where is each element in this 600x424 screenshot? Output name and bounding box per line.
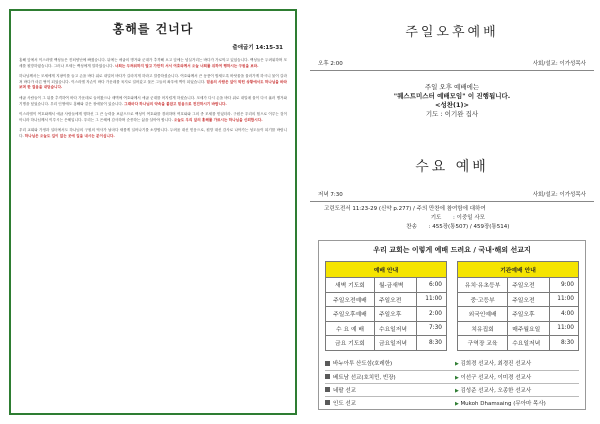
- wednesday-time: 저녁 7:30: [318, 192, 343, 198]
- sermon-highlight: 그때마다 하나님의 약속을 붙잡고 믿음으로 전진하시기 바랍니다.: [124, 101, 227, 106]
- sunday-pm-body: [310, 83, 594, 119]
- sunday-pm-time: 오후 2:00: [318, 61, 343, 67]
- wednesday-leader: 사회/설교: 이가성목사: [532, 192, 586, 198]
- right-column: [310, 0, 594, 424]
- cell-time: 7:30: [417, 321, 447, 336]
- table-row: [458, 307, 579, 322]
- missionary-row: [325, 396, 579, 409]
- cell-name: 구역장 교육: [458, 336, 508, 351]
- sunday-pm-line3: <성찬(1)>: [435, 101, 469, 109]
- cell-time: 11:00: [549, 292, 578, 307]
- missionary-region: 베트남 선교(호치민, 빈장): [333, 374, 396, 381]
- sermon-paragraph: [19, 58, 287, 69]
- worship-table: [325, 261, 447, 351]
- cell-time: 6:00: [417, 278, 447, 293]
- missionary-names: Mukoh Dhamsaing (무아마 목사): [460, 400, 546, 407]
- mission-heading: 우리 교회는 이렇게 예배 드려요 / 국내·해외 선교지: [373, 246, 531, 254]
- cell-day: 주일오전: [508, 278, 550, 293]
- missionary-names-cell: [455, 386, 579, 394]
- cell-name: 주일오전예배: [326, 292, 375, 307]
- sermon-paragraph: [19, 128, 287, 139]
- wednesday-scripture: 고린도전서 11:23-29 (신약 p.277) / 주의 만찬에 참여함에 대하여: [324, 206, 486, 212]
- hymn-label: 찬송: [406, 224, 417, 230]
- table-row: [326, 292, 447, 307]
- sermon-highlight: 오늘도 우리 앞의 홍해를 가르시는 하나님을 신뢰합시다.: [173, 117, 263, 122]
- sermon-paragraph: [19, 96, 287, 107]
- cell-time: 8:30: [417, 336, 447, 351]
- sermon-body: [19, 58, 287, 140]
- table-row: [326, 321, 447, 336]
- sermon-paragraph: [19, 112, 287, 123]
- missionary-list: [325, 357, 579, 409]
- triangle-bullet-icon: ▶: [455, 361, 461, 367]
- square-bullet-icon: [325, 400, 330, 405]
- sermon-text: 애굽 사람들이 그 뒤를 추격하여 바다 가운데로 들어왔으나 새벽에 여호와께서 애굽 군대를 어지럽게 하셨습니다. 모세가 다시 손을 바다 위로 내밀매 물이 다시 흘러 병거와 기병을 덮었습니다. 우리 인생에도 홍해와 같은 장애물이 있습니다.: [19, 95, 287, 106]
- table-row: [326, 336, 447, 351]
- sunday-pm-line2: "퀘스트미스터 예배모임" 이 진행됩니다.: [393, 92, 511, 100]
- cell-day: 주일오후: [508, 307, 550, 322]
- cell-day: 금요일저녁: [374, 336, 417, 351]
- triangle-bullet-icon: ▶: [455, 387, 461, 394]
- department-table-header: 기관예배 안내: [458, 262, 579, 278]
- missionary-row: [325, 357, 579, 370]
- missionary-region: 인도 선교: [333, 400, 357, 407]
- table-row: [326, 278, 447, 293]
- cell-time: 8:30: [549, 336, 578, 351]
- sermon-reference: 출애굽기 14:15-31: [232, 45, 283, 51]
- sermon-highlight: 너희는 두려워하지 말고 가만히 서서 여호와께서 오늘 너희를 위하여 행하시는 구원을 보라.: [114, 63, 259, 68]
- prayer-label: 기도: [430, 215, 442, 221]
- cell-time: 11:00: [549, 321, 578, 336]
- missionary-region-cell: [325, 386, 455, 394]
- cell-time: 2:00: [417, 307, 447, 322]
- divider: [310, 70, 594, 71]
- table-row: [458, 336, 579, 351]
- cell-name: 유치·유초등부: [458, 278, 508, 293]
- department-table: [457, 261, 579, 351]
- sermon-title: 홍해를 건너다: [112, 22, 194, 36]
- cell-time: 4:00: [549, 307, 578, 322]
- missionary-row: [325, 370, 579, 383]
- divider: [310, 201, 594, 202]
- cell-day: 주일오전: [508, 292, 550, 307]
- prayer-name: 이중일 사모: [456, 215, 485, 221]
- cell-day: 매주월요일: [508, 321, 550, 336]
- sermon-highlight: 하나님은 오늘도 길이 없는 곳에 길을 내시는 분이십니다.: [24, 133, 115, 138]
- cell-name: 새벽 기도회: [326, 278, 375, 293]
- cell-name: 주일오후예배: [326, 307, 375, 322]
- cell-time: 11:00: [417, 292, 447, 307]
- cell-name: 수 요 예 배: [326, 321, 375, 336]
- table-row: [458, 278, 579, 293]
- table-row: [458, 321, 579, 336]
- missionary-names: 김희경 선교사, 최경진 선교사: [460, 361, 532, 367]
- hymn-numbers: 455장(통507) / 459장(통514): [432, 224, 510, 230]
- sermon-paragraph: [19, 74, 287, 91]
- sunday-pm-line4: 기도 : 이기완 집사: [425, 110, 479, 118]
- missionary-names: 이선구 선교사, 이미경 선교사: [460, 374, 532, 381]
- cell-day: 주일오전: [374, 292, 417, 307]
- sunday-pm-line1: 주일 오후 예배에는: [424, 83, 480, 91]
- square-bullet-icon: [325, 361, 330, 366]
- mission-box: [318, 240, 586, 410]
- sermon-highlight: 믿음의 사람은 앞이 막힌 상황에서도 하나님을 바라보며 한 걸음을 내딛습니다.: [19, 79, 287, 90]
- square-bullet-icon: [325, 387, 330, 392]
- missionary-row: [325, 383, 579, 396]
- sunday-pm-leader: 사회/설교: 이가성목사: [532, 61, 586, 67]
- sunday-pm-title: 주일오후예배: [405, 25, 499, 40]
- cell-day: 수요일저녁: [508, 336, 550, 351]
- square-bullet-icon: [325, 374, 330, 379]
- cell-name: 중·고등부: [458, 292, 508, 307]
- sermon-text: 이스라엘이 여호와께서 애굽 사람들에게 행하신 그 큰 능력을 보았으므로 백성이 여호와를 경외하며 여호와와 그의 종 모세를 믿었더라. 구원은 우리의 힘으로 이루는 것이 아니라 하나님께서 이루시는 은혜입니다. 우리는 그 은혜에 감사하며 순종하는 삶을 살아야 합니다.: [19, 112, 287, 122]
- cell-day: 주일오후: [374, 307, 417, 322]
- table-row: [458, 292, 579, 307]
- missionary-region-cell: [325, 399, 455, 407]
- sermon-text: 하나님께서는 모세에게 지팡이를 들고 손을 바다 위로 내밀어 바다가 갈라지게 하라고 말씀하셨습니다. 여호와께서 큰 동풍이 밤새도록 바닷물을 물러가게 하시니 물이 갈라져 바다가 마른 땅이 되었습니다. 이스라엘 자손이 바다 가운데를 육지로 걸어갔고 물은 그들의 좌우에 벽이 되었습니다.: [19, 74, 287, 84]
- triangle-bullet-icon: ▶: [455, 400, 461, 407]
- cell-name: 치유집회: [458, 321, 508, 336]
- wednesday-title: 수요 예배: [415, 159, 489, 175]
- cell-day: 수요일저녁: [374, 321, 417, 336]
- sermon-panel: [9, 9, 297, 415]
- missionary-names-cell: [455, 399, 579, 407]
- worship-tables: [325, 261, 579, 351]
- missionary-region: 바누아투 산도섬(호레한): [333, 361, 393, 367]
- table-row: [326, 307, 447, 322]
- worship-table-header: 예배 안내: [326, 262, 447, 278]
- missionary-names-cell: [455, 373, 579, 381]
- cell-name: 외국인예배: [458, 307, 508, 322]
- sunday-pm-meta: [310, 59, 594, 67]
- cell-day: 월-금새벽: [374, 278, 417, 293]
- wednesday-meta: [310, 190, 594, 198]
- missionary-region: 네팔 선교: [333, 387, 357, 394]
- wednesday-hymn-row: 찬송 : 455장(통507) / 459장(통514): [310, 223, 594, 232]
- sermon-text: 홍해 앞에서 이스라엘 백성들은 진퇴양난에 빠졌습니다. 뒤에는 애굽의 병거와 군대가 추격해 오고 앞에는 넘실거리는 바다가 가로막고 있었습니다. 백성들은 두려워하며 모세를 원망하였습니다. 그러나 모세는 백성에게 말하였습니다.: [19, 58, 287, 68]
- triangle-bullet-icon: ▶: [455, 374, 461, 381]
- missionary-region-cell: [325, 359, 455, 367]
- wednesday-prayer-row: 기도 : 이중일 사모: [310, 214, 594, 223]
- cell-time: 9:00: [549, 278, 578, 293]
- sermon-text: 우리 교회와 가정과 일터에서도 하나님의 구원의 역사가 날마다 새롭게 일어나기를 소망합니다. 두려움 대신 믿음으로, 원망 대신 감사로 나아가는 성도들이 되기를 바랍니다.: [19, 128, 287, 138]
- cell-name: 금요 기도회: [326, 336, 375, 351]
- missionary-names-cell: [455, 359, 579, 367]
- missionary-region-cell: [325, 373, 455, 381]
- missionary-names: 김성준 선교사, 오종한 선교사: [460, 387, 532, 394]
